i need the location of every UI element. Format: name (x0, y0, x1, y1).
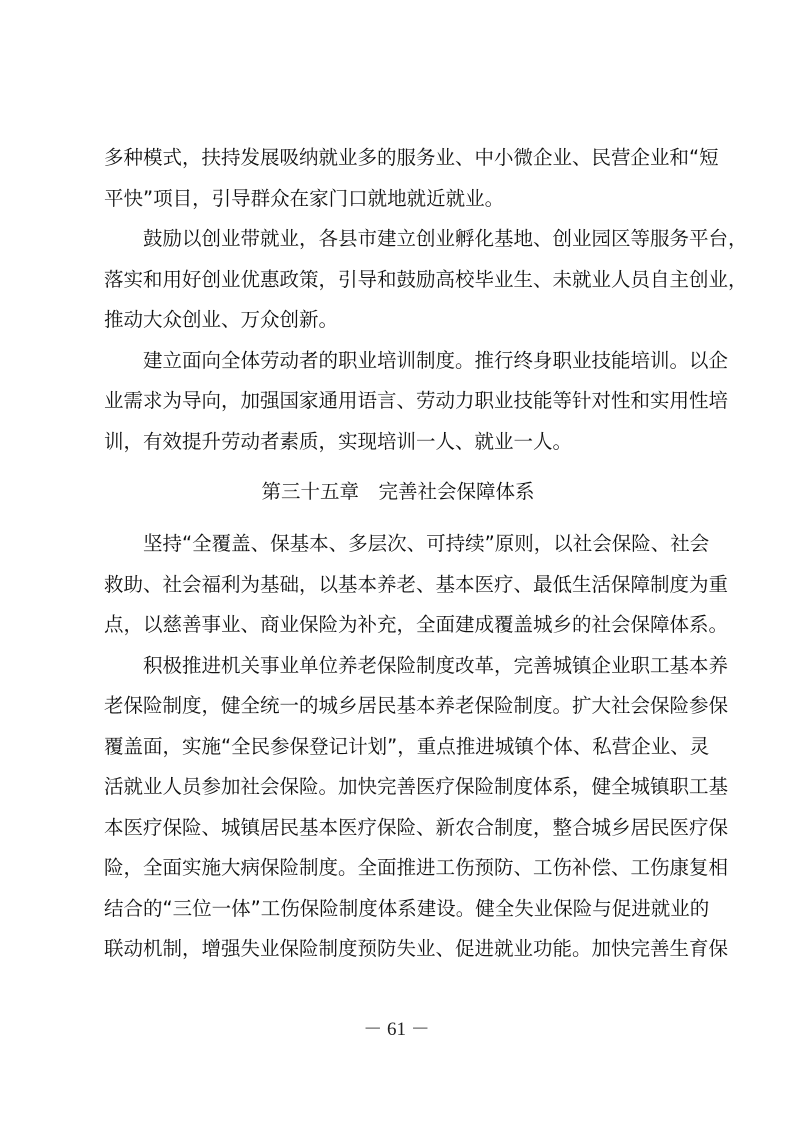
text-line: 鼓励以创业带就业，各县市建立创业孵化基地、创业园区等服务平台， (143, 227, 748, 250)
text-line: 平快”项目，引导群众在家门口就地就近就业。 (104, 186, 505, 210)
text-line: 结合的“三位一体”工伤保险制度体系建设。健全失业保险与促进就业的 (104, 896, 710, 920)
text-line: 救助、社会福利为基础，以基本养老、基本医疗、最低生活保障制度为重 (104, 572, 729, 596)
text-line: 点，以慈善事业、商业保险为补充，全面建成覆盖城乡的社会保障体系。 (104, 613, 729, 636)
text-line: 本医疗保险、城镇居民基本医疗保险、新农合制度，整合城乡居民医疗保 (104, 815, 729, 839)
text-line: 坚持“全覆盖、保基本、多层次、可持续”原则，以社会保险、社会 (143, 532, 710, 555)
text-line: 多种模式，扶持发展吸纳就业多的服务业、中小微企业、民营企业和“短 (104, 146, 719, 169)
body-text (104, 138, 748, 970)
text-line: 建立面向全体劳动者的职业培训制度。推行终身职业技能培训。以企 (143, 348, 729, 372)
text-line: 落实和用好创业优惠政策，引导和鼓励高校毕业生、未就业人员自主创业， (104, 267, 748, 291)
text-line: 积极推进机关事业单位养老保险制度改革，完善城镇企业职工基本养 (143, 653, 729, 677)
text-line: 联动机制，增强失业保险制度预防失业、促进就业功能。加快完善生育保 (104, 937, 729, 960)
text-line: 推动大众创业、万众创新。 (104, 308, 339, 331)
text-line: 老保险制度，健全统一的城乡居民基本养老保险制度。扩大社会保险参保 (104, 694, 729, 717)
page-number: － 61 － (363, 1019, 430, 1040)
text-line: 覆盖面，实施“全民参保登记计划”，重点推进城镇个体、私营企业、灵 (104, 734, 710, 758)
text-line: 训，有效提升劳动者素质，实现培训一人、就业一人。 (104, 429, 573, 453)
text-line: 业需求为导向，加强国家通用语言、劳动力职业技能等针对性和实用性培 (104, 389, 729, 412)
chapter-heading: 第三十五章 完善社会保障体系 (261, 480, 535, 503)
text-line: 险，全面实施大病保险制度。全面推进工伤预防、工伤补偿、工伤康复相 (104, 856, 729, 879)
text-line: 活就业人员参加社会保险。加快完善医疗保险制度体系，健全城镇职工基 (104, 775, 729, 798)
